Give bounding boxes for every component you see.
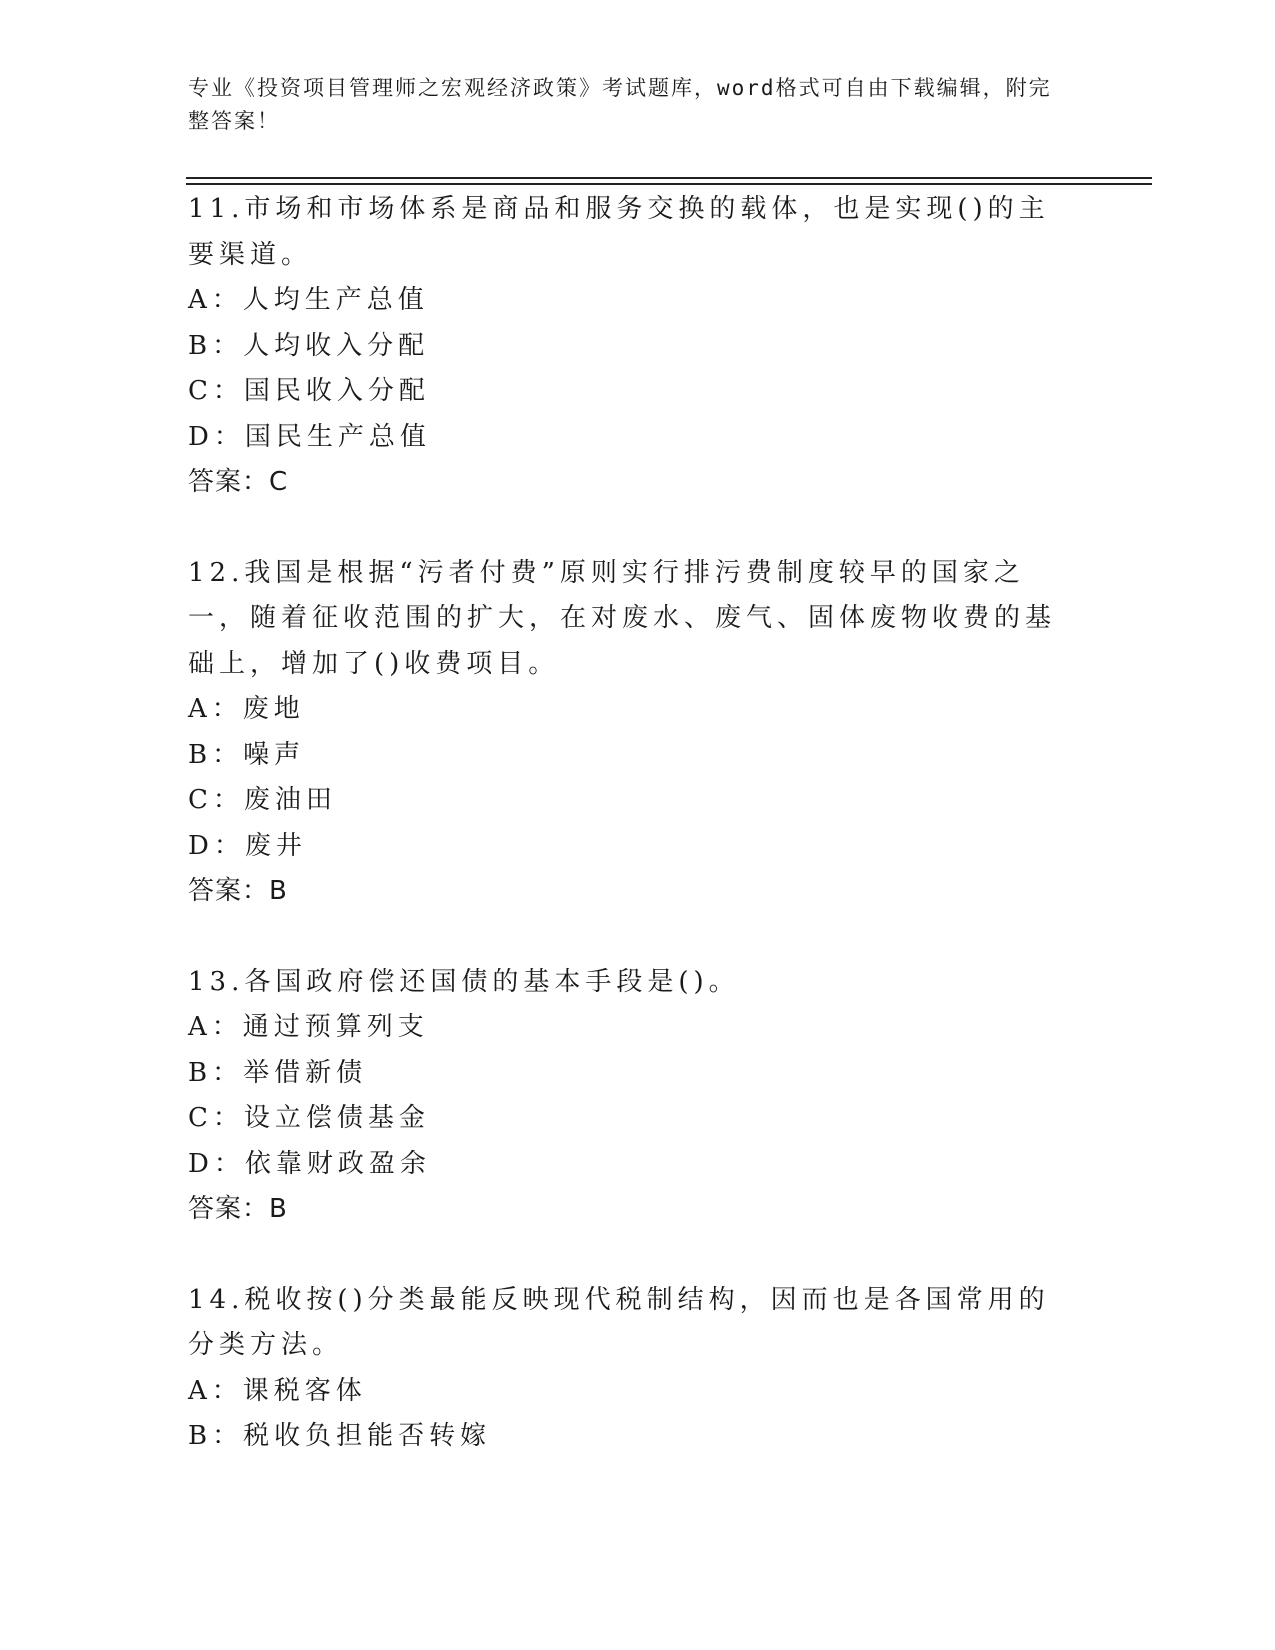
header-divider-top: [186, 177, 1152, 179]
option-d: D：废井: [188, 830, 307, 861]
answer-text: 答案：C: [188, 467, 289, 497]
question-11: [188, 187, 1088, 506]
option-b: B：税收负担能否转嫁: [188, 1421, 492, 1451]
question-14: [188, 1278, 1088, 1460]
option-a: A：课税客体: [188, 1375, 367, 1406]
option-a: A：通过预算列支: [188, 1012, 429, 1042]
question-text: 12.我国是根据“污者付费”原则实行排污费制度较早的国家之一，随着征收范围的扩大，在对废水、废气、固体废物收费的基础上，增加了()收费项目。: [188, 557, 1057, 679]
question-text: 11.市场和市场体系是商品和服务交换的载体，也是实现()的主要渠道。: [188, 194, 1050, 270]
option-a: A：人均生产总值: [188, 285, 429, 315]
question-list: [188, 187, 1088, 1505]
option-c: C：设立偿债基金: [188, 1103, 430, 1133]
option-c: C：废油田: [188, 785, 337, 815]
question-text: 13.各国政府偿还国债的基本手段是()。: [188, 966, 740, 997]
option-b: B：人均收入分配: [188, 330, 430, 361]
question-13: [188, 960, 1088, 1233]
answer-text: 答案：B: [188, 1194, 288, 1224]
option-b: B：举借新债: [188, 1057, 368, 1088]
question-12: [188, 551, 1088, 915]
header-divider-bottom: [186, 183, 1152, 185]
option-d: D：依靠财政盈余: [188, 1148, 431, 1179]
option-a: A：废地: [188, 694, 305, 724]
question-text: 14.税收按()分类最能反映现代税制结构，因而也是各国常用的分类方法。: [188, 1284, 1050, 1360]
option-b: B：噪声: [188, 739, 306, 770]
answer-text: 答案：B: [188, 876, 288, 906]
document-header: 专业《投资项目管理师之宏观经济政策》考试题库，word格式可自由下载编辑，附完整答案！: [188, 76, 1052, 133]
option-d: D：国民生产总值: [188, 421, 431, 452]
option-c: C：国民收入分配: [188, 376, 430, 406]
